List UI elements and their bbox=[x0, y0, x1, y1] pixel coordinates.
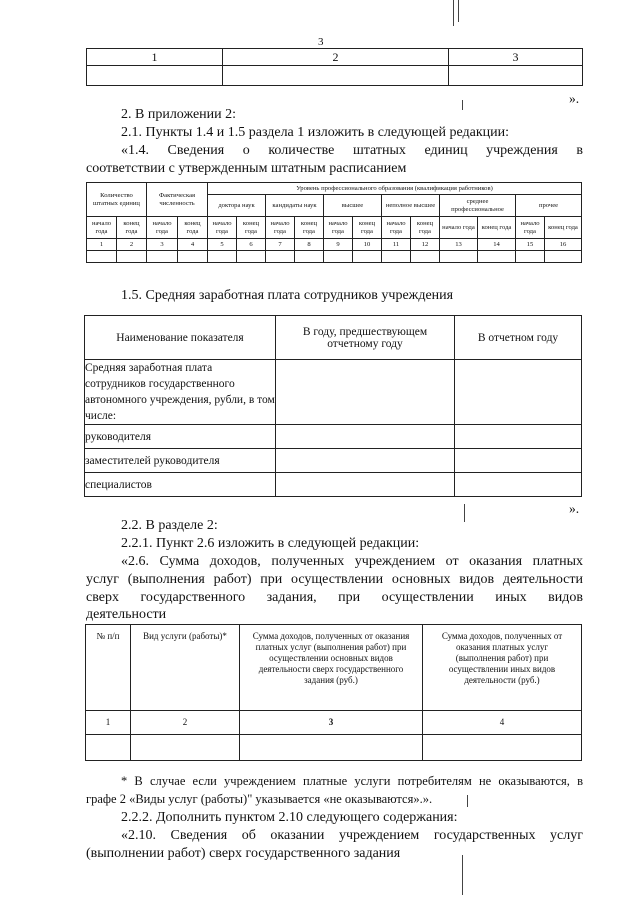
header-cell: кандидаты наук bbox=[266, 195, 324, 217]
header-cell: Сумма доходов, полученных от оказания платных услуг (выполнения работ) при осуществлении иных видов деятельности (руб.) bbox=[423, 625, 582, 711]
num-cell: 14 bbox=[478, 239, 516, 251]
table-cell: 3 bbox=[449, 49, 583, 66]
scan-mark bbox=[464, 504, 465, 522]
item-2-6: «2.6. Сумма доходов, полученных учреждением от оказания платных bbox=[121, 554, 583, 569]
footnote-cont: графе 2 «Виды услуг (работы)" указывается «не оказываются».». bbox=[86, 792, 433, 806]
item-2-2-2: 2.2.2. Дополнить пунктом 2.10 следующего содержания: bbox=[121, 810, 458, 825]
num-cell: 7 bbox=[266, 239, 295, 251]
header-cell: конец года bbox=[178, 217, 208, 239]
item-2-1: 2.1. Пункты 1.4 и 1.5 раздела 1 изложить в следующей редакции: bbox=[121, 125, 510, 140]
table-cell bbox=[223, 66, 449, 86]
num-cell: 12 bbox=[411, 239, 440, 251]
staff-table bbox=[86, 182, 582, 263]
scan-mark bbox=[453, 0, 454, 26]
income-table bbox=[85, 624, 582, 761]
header-cell: доктора наук bbox=[208, 195, 266, 217]
num-cell: 11 bbox=[382, 239, 411, 251]
num-cell: 16 bbox=[545, 239, 582, 251]
item-2-6-cont: сверх государственного задания, при осуществлении иных видов bbox=[86, 590, 583, 605]
table-cell bbox=[87, 66, 223, 86]
item-2: 2. В приложении 2: bbox=[121, 107, 237, 122]
num-cell: 10 bbox=[353, 239, 382, 251]
header-cell: прочее bbox=[516, 195, 582, 217]
num-cell: 2 bbox=[131, 711, 240, 735]
header-cell: Уровень профессионального образования (квалификация работников) bbox=[208, 183, 582, 195]
item-1-5: 1.5. Средняя заработная плата сотрудников учреждения bbox=[121, 288, 454, 303]
header-cell: начало года bbox=[147, 217, 178, 239]
item-2-6-cont: услуг (выполнения работ) при осуществлении основных видов деятельности bbox=[86, 572, 583, 587]
header-cell: конец года bbox=[117, 217, 147, 239]
header-cell: начало года bbox=[324, 217, 353, 239]
header-cell: Наименование показателя bbox=[85, 316, 276, 360]
header-cell: Вид услуги (работы)* bbox=[131, 625, 240, 711]
item-2-10-cont: (выполнении работ) сверх государственного задания bbox=[86, 846, 401, 861]
header-cell: конец года bbox=[545, 217, 582, 239]
header-cell: начало года bbox=[440, 217, 478, 239]
num-cell: 15 bbox=[516, 239, 545, 251]
item-2-6-cont: деятельности bbox=[86, 607, 167, 622]
num-cell: 1 bbox=[86, 711, 131, 735]
table-cell: 1 bbox=[87, 49, 223, 66]
scan-mark bbox=[458, 0, 459, 22]
table-cell bbox=[449, 66, 583, 86]
num-cell: 1 bbox=[87, 239, 117, 251]
header-cell: начало года bbox=[382, 217, 411, 239]
item-2-10: «2.10. Сведения об оказании учреждением государственных услуг bbox=[121, 828, 583, 843]
scan-mark bbox=[462, 100, 463, 110]
item-1-4-cont: соответствии с утвержденным штатным расписанием bbox=[86, 161, 407, 176]
num-cell: 3 bbox=[240, 711, 423, 735]
header-cell: начало года bbox=[208, 217, 237, 239]
row-label: Средняя заработная плата сотрудников государственного автономного учреждения, рубли, в том числе: bbox=[85, 360, 276, 425]
num-cell: 8 bbox=[295, 239, 324, 251]
header-cell: Фактическая численность bbox=[147, 183, 208, 217]
header-cell: конец года bbox=[411, 217, 440, 239]
header-cell: начало года bbox=[516, 217, 545, 239]
item-2-2: 2.2. В разделе 2: bbox=[121, 518, 218, 533]
quote-close: ». bbox=[569, 91, 580, 106]
num-cell: 3 bbox=[147, 239, 178, 251]
num-cell: 4 bbox=[423, 711, 582, 735]
header-cell: среднее профессиональное bbox=[440, 195, 516, 217]
header-cell: В отчетном году bbox=[455, 316, 582, 360]
header-cell: начало года bbox=[266, 217, 295, 239]
item-2-2-1: 2.2.1. Пункт 2.6 изложить в следующей редакции: bbox=[121, 536, 420, 551]
header-cell: начало года bbox=[87, 217, 117, 239]
header-cell: Количество штатных единиц bbox=[87, 183, 147, 217]
header-cell: неполное высшее bbox=[382, 195, 440, 217]
header-cell: В году, предшествующем отчетному году bbox=[276, 316, 455, 360]
row-label: специалистов bbox=[85, 473, 276, 497]
salary-table bbox=[84, 315, 582, 497]
scan-mark bbox=[467, 795, 468, 807]
table-cell: 2 bbox=[223, 49, 449, 66]
header-cell: конец года bbox=[295, 217, 324, 239]
header-cell: Сумма доходов, полученных от оказания платных услуг (выполнения работ) при осуществлении основных видов деятельности сверх государственного задания (руб.) bbox=[240, 625, 423, 711]
item-1-4: «1.4. Сведения о количестве штатных единиц учреждения в bbox=[121, 143, 583, 158]
scan-mark bbox=[462, 855, 463, 895]
row-label: заместителей руководителя bbox=[85, 449, 276, 473]
footnote: * В случае если учреждением платные услуги потребителям не оказываются, в bbox=[121, 774, 583, 788]
num-cell: 4 bbox=[178, 239, 208, 251]
num-cell: 2 bbox=[117, 239, 147, 251]
row-label: руководителя bbox=[85, 425, 276, 449]
page-number: 3 bbox=[318, 36, 324, 48]
quote-close: ». bbox=[569, 501, 580, 516]
num-cell: 13 bbox=[440, 239, 478, 251]
header-cell: № п/п bbox=[86, 625, 131, 711]
num-cell: 5 bbox=[208, 239, 237, 251]
header-cell: конец года bbox=[478, 217, 516, 239]
num-cell: 9 bbox=[324, 239, 353, 251]
header-cell: высшее bbox=[324, 195, 382, 217]
header-cell: конец года bbox=[237, 217, 266, 239]
top-table bbox=[86, 48, 583, 86]
num-cell: 6 bbox=[237, 239, 266, 251]
header-cell: конец года bbox=[353, 217, 382, 239]
